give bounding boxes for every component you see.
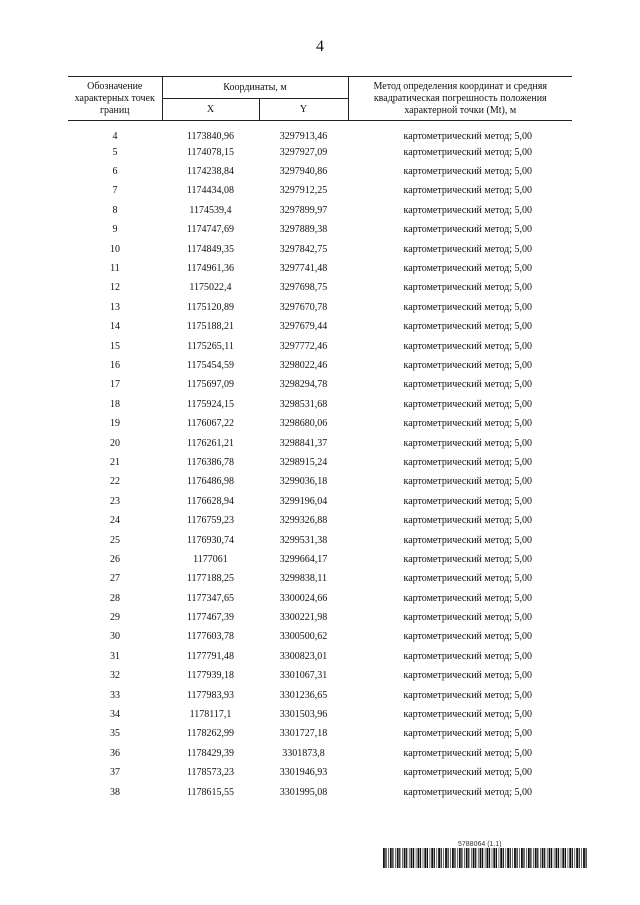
- cell-x: 1177188,25: [186, 573, 235, 585]
- cell-point: 16: [110, 359, 120, 371]
- cell-point: 7: [112, 185, 118, 197]
- cell-y: 3297679,44: [279, 321, 328, 333]
- cell-y: 3298680,06: [279, 418, 328, 430]
- table-row: [68, 201, 572, 220]
- cell-point: 32: [110, 670, 120, 682]
- cell-y: 3297772,46: [279, 340, 328, 352]
- cell-point: 25: [110, 534, 120, 546]
- cell-method: картометрический метод; 5,00: [403, 224, 532, 236]
- cell-x: 1173840,96: [186, 131, 235, 142]
- cell-x: 1176386,78: [186, 456, 235, 468]
- cell-y: 3297741,48: [279, 263, 328, 275]
- cell-point: 20: [110, 437, 120, 449]
- cell-method: картометрический метод; 5,00: [403, 553, 532, 565]
- table-row: [68, 414, 572, 433]
- cell-y: 3297842,75: [279, 243, 328, 255]
- cell-y: 3301503,96: [279, 709, 328, 721]
- cell-method: картометрический метод; 5,00: [403, 204, 532, 216]
- table-row: [68, 628, 572, 647]
- cell-point: 15: [110, 340, 120, 352]
- cell-point: 4: [112, 131, 118, 142]
- cell-point: 27: [110, 573, 120, 585]
- cell-point: 28: [110, 592, 120, 604]
- cell-point: 26: [110, 553, 120, 565]
- cell-y: 3297940,86: [279, 166, 328, 178]
- cell-method: картометрический метод; 5,00: [403, 282, 532, 294]
- table-row: [68, 182, 572, 201]
- cell-y: 3301995,08: [279, 786, 328, 798]
- cell-method: картометрический метод; 5,00: [403, 437, 532, 449]
- cell-y: 3298294,78: [279, 379, 328, 391]
- cell-point: 36: [110, 747, 120, 759]
- table-row: [68, 395, 572, 414]
- cell-point: 34: [110, 709, 120, 721]
- cell-x: 1174539,4: [189, 204, 232, 216]
- table-row: [68, 376, 572, 395]
- cell-method: картометрический метод; 5,00: [403, 418, 532, 430]
- table-row: [68, 550, 572, 569]
- cell-point: 24: [110, 515, 120, 527]
- cell-x: 1176067,22: [186, 418, 235, 430]
- cell-method: картометрический метод; 5,00: [403, 185, 532, 197]
- table-row: [68, 356, 572, 375]
- table-row: [68, 492, 572, 511]
- cell-x: 1174078,15: [186, 146, 235, 158]
- cell-method: картометрический метод; 5,00: [403, 495, 532, 507]
- cell-y: 3297899,97: [279, 204, 328, 216]
- cell-x: 1178262,99: [186, 728, 235, 740]
- cell-point: 17: [110, 379, 120, 391]
- cell-method: картометрический метод; 5,00: [403, 747, 532, 759]
- cell-y: 3301067,31: [279, 670, 328, 682]
- cell-point: 8: [112, 204, 118, 216]
- table-row: [68, 531, 572, 550]
- cell-x: 1175697,09: [186, 379, 235, 391]
- page-number: 4: [316, 38, 324, 55]
- table-row: [68, 473, 572, 492]
- document-code: 5788064 (1.1): [458, 841, 502, 848]
- cell-method: картометрический метод; 5,00: [403, 456, 532, 468]
- cell-method: картометрический метод; 5,00: [403, 476, 532, 488]
- cell-method: картометрический метод; 5,00: [403, 786, 532, 798]
- cell-y: 3299036,18: [279, 476, 328, 488]
- cell-method: картометрический метод; 5,00: [403, 534, 532, 546]
- table-row: [68, 667, 572, 686]
- table-row: [68, 511, 572, 530]
- cell-method: картометрический метод; 5,00: [403, 767, 532, 779]
- cell-y: 3299196,04: [279, 495, 328, 507]
- cell-method: картометрический метод; 5,00: [403, 573, 532, 585]
- table-row: [68, 298, 572, 317]
- cell-method: картометрический метод; 5,00: [403, 728, 532, 740]
- cell-method: картометрический метод; 5,00: [403, 263, 532, 275]
- cell-method: картометрический метод; 5,00: [403, 515, 532, 527]
- table-row: [68, 705, 572, 724]
- cell-x: 1178429,39: [186, 747, 235, 759]
- cell-point: 10: [110, 243, 120, 255]
- cell-x: 1175265,11: [187, 340, 234, 352]
- cell-x: 1177983,93: [186, 689, 235, 701]
- header-coordinates: Координаты, м: [162, 77, 348, 99]
- cell-x: 1175924,15: [186, 398, 235, 410]
- table-row: [68, 783, 572, 802]
- cell-y: 3298531,68: [279, 398, 328, 410]
- cell-y: 3299838,11: [279, 573, 328, 585]
- table-row: [68, 318, 572, 337]
- cell-y: 3298841,37: [279, 437, 328, 449]
- cell-method: картометрический метод; 5,00: [403, 631, 532, 643]
- cell-point: 31: [110, 650, 120, 662]
- cell-x: 1175022,4: [189, 282, 232, 294]
- table-row: [68, 725, 572, 744]
- cell-x: 1178573,23: [186, 767, 235, 779]
- cell-y: 3297912,25: [279, 185, 328, 197]
- cell-x: 1175454,59: [186, 359, 235, 371]
- table-row: [68, 589, 572, 608]
- table-row: [68, 744, 572, 763]
- cell-method: картометрический метод; 5,00: [403, 359, 532, 371]
- table-row: [68, 240, 572, 259]
- cell-x: 1174434,08: [186, 185, 235, 197]
- cell-point: 19: [110, 418, 120, 430]
- cell-y: 3300500,62: [279, 631, 328, 643]
- cell-x: 1176930,74: [186, 534, 235, 546]
- table-row: [68, 686, 572, 705]
- cell-method: картометрический метод; 5,00: [403, 612, 532, 624]
- cell-y: 3299531,38: [279, 534, 328, 546]
- cell-x: 1178117,1: [189, 709, 232, 721]
- cell-method: картометрический метод; 5,00: [403, 321, 532, 333]
- table-row: [68, 764, 572, 783]
- header-x: X: [162, 99, 259, 121]
- cell-x: 1177939,18: [186, 670, 235, 682]
- cell-x: 1174747,69: [186, 224, 235, 236]
- table-row: [68, 608, 572, 627]
- cell-point: 35: [110, 728, 120, 740]
- cell-method: картометрический метод; 5,00: [403, 650, 532, 662]
- cell-x: 1176759,23: [186, 515, 235, 527]
- cell-y: 3299326,88: [279, 515, 328, 527]
- cell-method: картометрический метод; 5,00: [403, 131, 532, 142]
- cell-x: 1177791,48: [186, 650, 235, 662]
- cell-y: 3298022,46: [279, 359, 328, 371]
- cell-x: 1177603,78: [186, 631, 235, 643]
- cell-method: картометрический метод; 5,00: [403, 340, 532, 352]
- cell-point: 22: [110, 476, 120, 488]
- cell-y: 3300024,66: [279, 592, 328, 604]
- cell-x: 1174238,84: [186, 166, 235, 178]
- cell-point: 29: [110, 612, 120, 624]
- cell-y: 3297670,78: [279, 301, 328, 313]
- cell-point: 14: [110, 321, 120, 333]
- cell-point: 30: [110, 631, 120, 643]
- cell-x: 1174849,35: [186, 243, 235, 255]
- table-row: [68, 337, 572, 356]
- cell-method: картометрический метод; 5,00: [403, 709, 532, 721]
- header-point: Обозначение характерных точек границ: [68, 77, 162, 121]
- table-row: [68, 647, 572, 666]
- cell-y: 3301236,65: [279, 689, 328, 701]
- cell-y: 3300823,01: [279, 650, 328, 662]
- cell-method: картометрический метод; 5,00: [403, 146, 532, 158]
- cell-y: 3298915,24: [279, 456, 328, 468]
- cell-method: картометрический метод; 5,00: [403, 398, 532, 410]
- table-body: [68, 121, 572, 803]
- cell-point: 18: [110, 398, 120, 410]
- cell-y: 3297698,75: [279, 282, 328, 294]
- cell-point: 6: [112, 166, 118, 178]
- cell-x: 1177347,65: [186, 592, 235, 604]
- table-row: [68, 434, 572, 453]
- cell-point: 11: [110, 263, 120, 275]
- cell-method: картометрический метод; 5,00: [403, 670, 532, 682]
- cell-y: 3299664,17: [279, 553, 328, 565]
- table-header: [68, 77, 572, 121]
- table-row: [68, 121, 572, 144]
- cell-point: 13: [110, 301, 120, 313]
- cell-method: картометрический метод; 5,00: [403, 592, 532, 604]
- cell-y: 3301946,93: [279, 767, 328, 779]
- cell-x: 1177061: [193, 553, 228, 565]
- table-row: [68, 259, 572, 278]
- cell-point: 5: [112, 146, 118, 158]
- cell-point: 21: [110, 456, 120, 468]
- table-row: [68, 221, 572, 240]
- cell-y: 3297913,46: [279, 131, 328, 142]
- cell-x: 1177467,39: [186, 612, 235, 624]
- cell-x: 1175188,21: [186, 321, 235, 333]
- cell-method: картометрический метод; 5,00: [403, 379, 532, 391]
- header-y: Y: [259, 99, 348, 121]
- cell-point: 33: [110, 689, 120, 701]
- table-row: [68, 279, 572, 298]
- table-row: [68, 162, 572, 181]
- cell-point: 9: [112, 224, 118, 236]
- cell-y: 3297927,09: [279, 146, 328, 158]
- table-row: [68, 453, 572, 472]
- cell-method: картометрический метод; 5,00: [403, 243, 532, 255]
- cell-y: 3300221,98: [279, 612, 328, 624]
- header-method: Метод определения координат и средняя квадратическая погрешность положения характерной точки (Mt), м: [348, 77, 572, 121]
- barcode-icon: [383, 848, 588, 868]
- table-row: [68, 570, 572, 589]
- cell-method: картометрический метод; 5,00: [403, 166, 532, 178]
- cell-y: 3301873,8: [282, 747, 325, 759]
- cell-point: 38: [110, 786, 120, 798]
- cell-point: 23: [110, 495, 120, 507]
- cell-x: 1176261,21: [186, 437, 235, 449]
- cell-method: картометрический метод; 5,00: [403, 301, 532, 313]
- cell-point: 12: [110, 282, 120, 294]
- cell-y: 3297889,38: [279, 224, 328, 236]
- cell-point: 37: [110, 767, 120, 779]
- cell-x: 1175120,89: [186, 301, 235, 313]
- cell-x: 1178615,55: [186, 786, 235, 798]
- cell-y: 3301727,18: [279, 728, 328, 740]
- cell-x: 1176486,98: [186, 476, 235, 488]
- table-row: [68, 143, 572, 162]
- coordinates-table: [68, 76, 572, 802]
- cell-method: картометрический метод; 5,00: [403, 689, 532, 701]
- cell-x: 1176628,94: [186, 495, 235, 507]
- cell-x: 1174961,36: [186, 263, 235, 275]
